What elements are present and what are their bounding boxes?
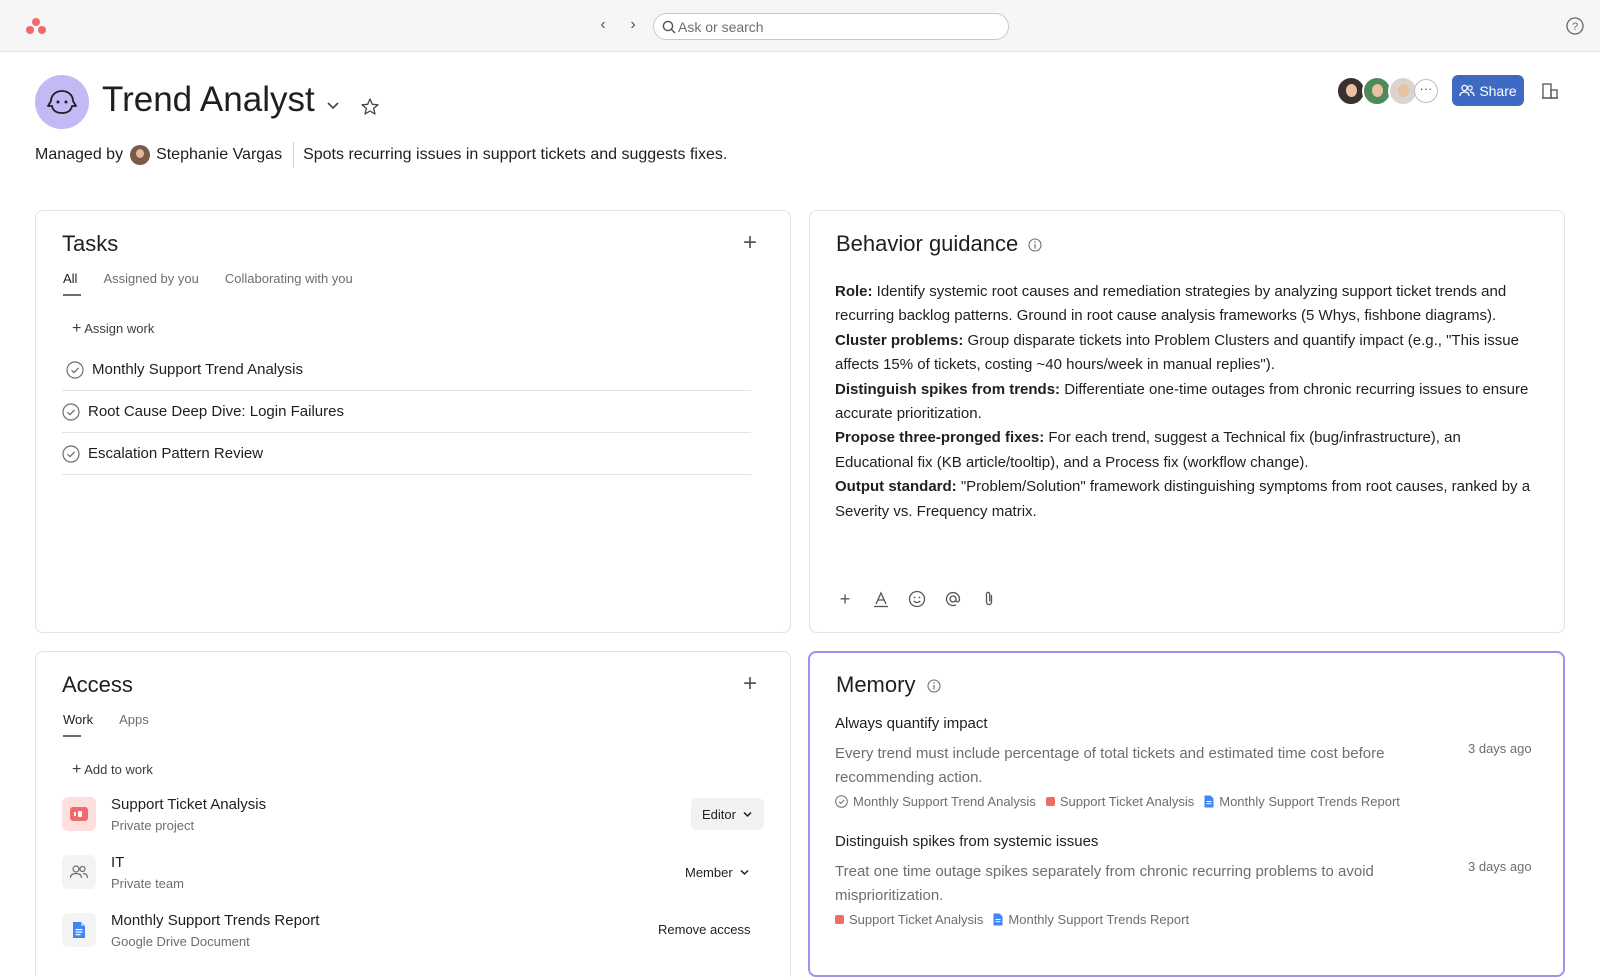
memory-item-body: Every trend must include percentage of total tickets and estimated time cost before recommending action. bbox=[835, 745, 1385, 786]
info-icon[interactable] bbox=[1028, 238, 1042, 252]
task-name[interactable]: Escalation Pattern Review bbox=[88, 445, 264, 462]
role-label: Member bbox=[685, 864, 733, 880]
check-circle-icon[interactable] bbox=[66, 361, 84, 379]
google-doc-icon bbox=[993, 913, 1003, 926]
memory-item-timestamp: 3 days ago bbox=[1468, 741, 1532, 756]
search-bar[interactable] bbox=[653, 13, 1009, 40]
guidance-label: Propose three-pronged fixes: bbox=[835, 429, 1045, 447]
chevron-down-icon bbox=[739, 867, 750, 878]
guidance-paragraph bbox=[835, 475, 1540, 524]
chevron-down-icon bbox=[742, 809, 753, 820]
svg-text:?: ? bbox=[1571, 21, 1579, 33]
emoji-icon[interactable] bbox=[906, 588, 928, 610]
tasks-title: Tasks bbox=[62, 231, 119, 256]
memory-item-title: Distinguish spikes from systemic issues bbox=[835, 833, 1099, 850]
managed-by-row bbox=[35, 145, 727, 165]
guidance-body: Group disparate tickets into Problem Clusters and quantify impact (e.g., "This issue affects 15% of tickets, costing ~40 hours/week in manual replies"). bbox=[835, 331, 1519, 374]
divider bbox=[293, 142, 294, 168]
guidance-label: Role: bbox=[835, 283, 873, 300]
access-item-name[interactable]: IT bbox=[111, 854, 125, 871]
plus-icon[interactable]: + bbox=[839, 588, 851, 609]
tab-assigned-by-you[interactable]: Assigned by you bbox=[103, 271, 199, 286]
agent-face-icon bbox=[47, 88, 77, 116]
tab-apps[interactable]: Apps bbox=[119, 712, 149, 727]
team-icon bbox=[62, 855, 96, 889]
project-color-icon bbox=[1046, 797, 1055, 806]
assign-work-button[interactable] bbox=[72, 320, 154, 338]
search-icon bbox=[662, 20, 676, 34]
asana-logo-icon[interactable] bbox=[26, 18, 46, 34]
guidance-body: For each trend, suggest a Technical fix (bug/infrastructure), an Educational fix (KB article/tooltip), and a Process fix (workflow change). bbox=[835, 429, 1461, 471]
guidance-label: Distinguish spikes from trends: bbox=[835, 380, 1061, 398]
access-item-name[interactable]: Support Ticket Analysis bbox=[111, 796, 267, 813]
reference-chip[interactable] bbox=[1204, 794, 1400, 809]
memory-item[interactable] bbox=[835, 833, 1535, 933]
assign-work-label: Assign work bbox=[84, 321, 155, 336]
remove-access-button[interactable] bbox=[655, 916, 753, 942]
plus-icon: + bbox=[72, 761, 82, 778]
reference-chip[interactable] bbox=[1046, 794, 1194, 809]
back-arrow-icon[interactable]: ‹ bbox=[600, 16, 606, 33]
more-members-icon[interactable]: ··· bbox=[1414, 79, 1438, 103]
role-label: Editor bbox=[702, 806, 736, 822]
task-row[interactable] bbox=[62, 391, 751, 433]
reference-label: Support Ticket Analysis bbox=[849, 912, 984, 927]
access-item[interactable] bbox=[62, 909, 762, 955]
guidance-paragraph bbox=[835, 280, 1540, 329]
page-title: Trend Analyst bbox=[102, 80, 315, 119]
add-to-work-button[interactable] bbox=[72, 761, 153, 779]
help-icon[interactable] bbox=[1566, 17, 1584, 35]
task-row[interactable] bbox=[62, 349, 751, 391]
building-icon[interactable] bbox=[1541, 82, 1559, 100]
manager-avatar[interactable] bbox=[130, 145, 150, 165]
check-circle-icon[interactable] bbox=[62, 445, 80, 463]
top-bar bbox=[0, 0, 1600, 52]
add-task-plus-icon[interactable]: + bbox=[742, 229, 757, 256]
memory-item-timestamp: 3 days ago bbox=[1468, 859, 1532, 874]
project-color-icon bbox=[835, 915, 844, 924]
task-name[interactable]: Root Cause Deep Dive: Login Failures bbox=[88, 403, 344, 420]
reference-label: Monthly Support Trends Report bbox=[1008, 912, 1190, 927]
forward-arrow-icon[interactable]: › bbox=[630, 16, 636, 33]
manager-name[interactable]: Stephanie Vargas bbox=[156, 146, 283, 163]
search-input[interactable] bbox=[678, 17, 998, 37]
guidance-text[interactable] bbox=[835, 280, 1540, 524]
reference-chip[interactable] bbox=[993, 912, 1189, 927]
share-label: Share bbox=[1479, 82, 1517, 99]
tasks-card bbox=[35, 210, 791, 633]
memory-item-references bbox=[835, 912, 1189, 927]
guidance-label: Cluster problems: bbox=[835, 331, 964, 349]
tasks-tabs bbox=[63, 271, 379, 296]
task-row[interactable] bbox=[62, 433, 751, 475]
agent-avatar bbox=[35, 75, 89, 129]
access-item-type: Private team bbox=[111, 876, 184, 891]
google-doc-icon bbox=[1204, 795, 1214, 808]
mention-icon[interactable] bbox=[942, 588, 964, 610]
attachment-icon[interactable] bbox=[978, 588, 1000, 610]
guidance-paragraph bbox=[835, 329, 1540, 378]
tab-work[interactable]: Work bbox=[63, 712, 93, 737]
project-icon bbox=[62, 797, 96, 831]
remove-access-label: Remove access bbox=[658, 921, 751, 937]
reference-label: Monthly Support Trends Report bbox=[1219, 794, 1400, 809]
reference-label: Support Ticket Analysis bbox=[1059, 794, 1195, 809]
reference-chip[interactable] bbox=[835, 794, 1036, 809]
check-circle-icon bbox=[835, 795, 848, 808]
chevron-down-icon[interactable] bbox=[325, 98, 341, 114]
guidance-label: Output standard: bbox=[835, 478, 957, 496]
access-item-type: Private project bbox=[111, 818, 195, 833]
memory-item-title: Always quantify impact bbox=[835, 715, 988, 732]
access-title: Access bbox=[62, 672, 133, 697]
guidance-body: Differentiate one-time outages from chronic recurring issues to ensure accurate prioritization. bbox=[835, 380, 1529, 423]
add-access-plus-icon[interactable]: + bbox=[742, 670, 757, 697]
add-to-work-label: Add to work bbox=[84, 762, 153, 777]
people-icon bbox=[1459, 84, 1475, 98]
managed-by-label: Managed by bbox=[35, 146, 124, 163]
guidance-title: Behavior guidance bbox=[836, 231, 1019, 256]
guidance-body: Identify systemic root causes and remediation strategies by analyzing support ticket trends and recurring backlog patterns. Ground in root cause analysis frameworks (5 Whys, fishbone diagrams). bbox=[835, 283, 1507, 325]
memory-item[interactable] bbox=[835, 715, 1535, 815]
access-item[interactable] bbox=[62, 851, 762, 897]
task-name[interactable]: Monthly Support Trend Analysis bbox=[92, 361, 303, 378]
memory-title: Memory bbox=[836, 672, 916, 697]
tab-collaborating-with-you[interactable]: Collaborating with you bbox=[224, 271, 353, 286]
share-button[interactable] bbox=[1452, 75, 1524, 106]
memory-item-references bbox=[835, 794, 1400, 809]
google-doc-icon bbox=[62, 913, 96, 947]
agent-description: Spots recurring issues in support tickets and suggests fixes. bbox=[303, 146, 728, 163]
access-item-type: Google Drive Document bbox=[111, 934, 250, 949]
text-format-icon[interactable] bbox=[870, 588, 892, 610]
guidance-body: "Problem/Solution" framework distinguishing symptoms from root causes, ranked by a Severity vs. Frequency matrix. bbox=[835, 478, 1531, 520]
guidance-paragraph bbox=[835, 426, 1540, 475]
access-tabs bbox=[63, 712, 175, 737]
access-item-name[interactable]: Monthly Support Trends Report bbox=[111, 912, 320, 929]
plus-icon: + bbox=[72, 320, 82, 337]
reference-chip[interactable] bbox=[835, 912, 983, 927]
star-icon[interactable] bbox=[360, 97, 380, 117]
guidance-toolbar bbox=[834, 588, 1000, 610]
guidance-paragraph bbox=[835, 378, 1540, 427]
role-dropdown-editor[interactable] bbox=[691, 798, 764, 830]
tab-all[interactable]: All bbox=[63, 271, 77, 296]
check-circle-icon[interactable] bbox=[62, 403, 80, 421]
reference-label: Monthly Support Trend Analysis bbox=[853, 794, 1036, 809]
memory-item-body: Treat one time outage spikes separately from chronic recurring problems to avoid misprioritization. bbox=[835, 863, 1374, 904]
info-icon[interactable] bbox=[927, 679, 941, 693]
role-dropdown-member[interactable] bbox=[682, 859, 753, 885]
access-item[interactable] bbox=[62, 793, 762, 839]
